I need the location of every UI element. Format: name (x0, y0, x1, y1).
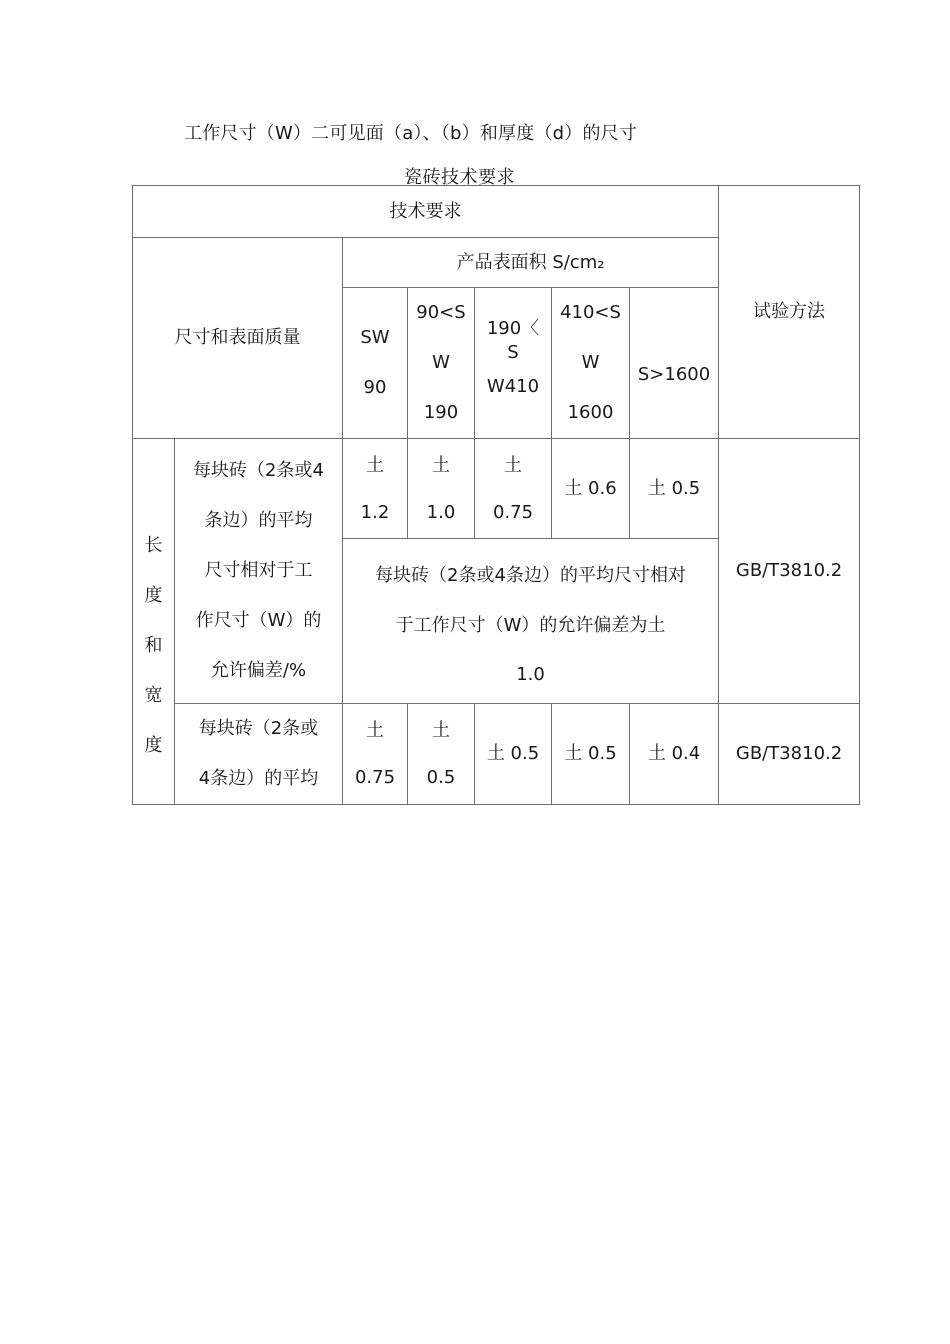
row1-description: 每块砖（2条或4 条边）的平均 尺寸相对于工 作尺寸（W）的 允许偏差/% (175, 439, 343, 704)
row2-description: 每块砖（2条或 4条边）的平均 (175, 704, 343, 805)
row1-value-2: 土 1.0 (408, 439, 475, 539)
range-header-1: SW 90 (343, 288, 408, 439)
surface-area-header: 产品表面积 S/cm₂ (343, 238, 719, 288)
table-row (133, 704, 860, 805)
spec-table (132, 185, 860, 805)
range-header-2: 90<S W 190 (408, 288, 475, 439)
row1-value-5: 土 0.5 (630, 439, 719, 539)
row1-test-method: GB/T3810.2 (719, 439, 860, 704)
header-row-1 (133, 186, 860, 238)
group-label: 长 度 和 宽 度 (133, 439, 175, 805)
table-caption: 瓷砖技术要求 (404, 167, 515, 188)
range-header-4: 410<S W 1600 (552, 288, 630, 439)
row2-value-4: 土 0.5 (552, 704, 630, 805)
size-quality-header: 尺寸和表面质量 (133, 238, 343, 439)
row2-value-3: 土 0.5 (475, 704, 552, 805)
row2-value-2: 土 0.5 (408, 704, 475, 805)
range-header-5: S>1600 (630, 288, 719, 439)
row2-value-5: 土 0.4 (630, 704, 719, 805)
heading-line-1: 工作尺寸（W）二可见面（a）、（b）和厚度（d）的尺寸 (184, 123, 638, 144)
table-row (133, 439, 860, 539)
row1-note: 每块砖（2条或4条边）的平均尺寸相对 于工作尺寸（W）的允许偏差为土 1.0 (343, 539, 719, 704)
range-header-3: 190〈 S W410 (475, 288, 552, 439)
row1-value-1: 土 1.2 (343, 439, 408, 539)
test-method-header: 试验方法 (719, 186, 860, 439)
row1-value-4: 土 0.6 (552, 439, 630, 539)
row2-value-1: 土 0.75 (343, 704, 408, 805)
tech-req-header: 技术要求 (133, 186, 719, 238)
row1-value-3: 土 0.75 (475, 439, 552, 539)
row2-test-method: GB/T3810.2 (719, 704, 860, 805)
